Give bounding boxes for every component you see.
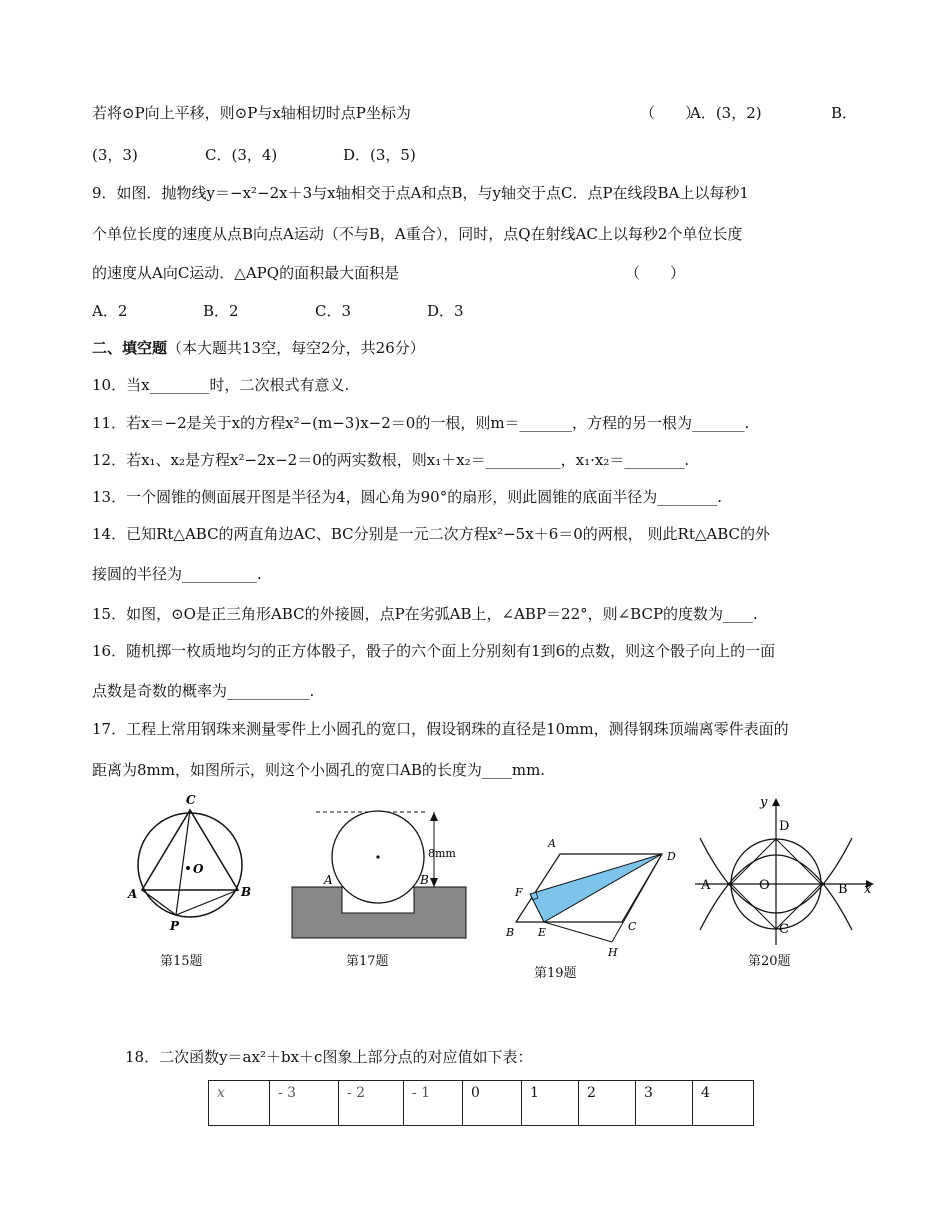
f19-label-b: B bbox=[506, 926, 515, 939]
q11: 11．若x＝−2是关于x的方程x²−(m−3)x−2＝0的一根，则m＝_______，方程的另一根为_______. bbox=[92, 414, 750, 432]
q9-line3: 的速度从A向C运动．△APQ的面积最大面积是 bbox=[92, 264, 400, 282]
f20-label-x: x bbox=[864, 882, 872, 897]
q9-line1: 9．如图．抛物线y＝−x²−2x＋3与x轴相交于点A和点B，与y轴交于点C．点P在线段BA上以每秒1 bbox=[92, 184, 749, 202]
figure-19 bbox=[500, 830, 690, 960]
section-note: （本大题共13空，每空2分，共26分） bbox=[167, 339, 425, 357]
section-heading bbox=[92, 338, 425, 358]
f17-label-a: A bbox=[324, 873, 333, 887]
q9-opt-d: D．3 bbox=[427, 302, 464, 320]
f15-label-p: P bbox=[170, 919, 180, 933]
f15-label-b: B bbox=[241, 885, 252, 899]
f19-label-f: F bbox=[515, 886, 523, 899]
f17-label-8mm: 8mm bbox=[428, 847, 456, 860]
q12: 12．若x₁、x₂是方程x²−2x−2＝0的两实数根，则x₁＋x₂＝__________，x₁·x₂＝________. bbox=[92, 451, 690, 469]
q18-table bbox=[208, 1080, 754, 1126]
q10: 10．当x________时，二次根式有意义. bbox=[92, 376, 350, 394]
f19-label-d: D bbox=[667, 850, 676, 863]
q8-text: 若将⊙P向上平移，则⊙P与x轴相切时点P坐标为 bbox=[92, 104, 411, 122]
q9-paren: （ ） bbox=[625, 264, 686, 282]
section-title: 二、填空题 bbox=[92, 339, 168, 357]
table-row bbox=[209, 1081, 754, 1126]
q8-opt-b: B． bbox=[831, 104, 858, 122]
table-cell: - 2 bbox=[339, 1081, 404, 1126]
q14-line1: 14．已知Rt△ABC的两直角边AC、BC分别是一元二次方程x²−5x＋6＝0的两根， 则此Rt△ABC的外 bbox=[92, 525, 771, 543]
q17-line1: 17．工程上常用钢珠来测量零件上小圆孔的宽口，假设钢珠的直径是10mm，测得钢珠顶端离零件表面的 bbox=[92, 720, 789, 738]
f19-label-e: E bbox=[538, 926, 547, 939]
f20-label-y: y bbox=[760, 795, 768, 810]
f17-caption: 第17题 bbox=[346, 954, 389, 969]
q8-opt-a: A．(3，2) bbox=[690, 104, 762, 122]
table-cell-header: x bbox=[209, 1081, 270, 1126]
figure-17 bbox=[288, 805, 473, 945]
table-cell: 1 bbox=[522, 1081, 579, 1126]
q8-paren: （ ） bbox=[640, 104, 701, 122]
f20-label-c: C bbox=[779, 922, 789, 937]
table-cell: - 1 bbox=[404, 1081, 463, 1126]
f19-label-c: C bbox=[628, 920, 637, 933]
q8-opt-c: C．(3，4) bbox=[205, 146, 278, 164]
table-cell: 0 bbox=[463, 1081, 522, 1126]
f20-label-o: O bbox=[759, 878, 770, 893]
f15-caption: 第15题 bbox=[160, 954, 203, 969]
figure-20 bbox=[690, 790, 880, 950]
q9-opt-c: C．3 bbox=[315, 302, 352, 320]
q9-opt-a: A．2 bbox=[92, 302, 128, 320]
f20-label-a: A bbox=[701, 878, 711, 893]
q17-line2: 距离为8mm，如图所示，则这个小圆孔的宽口AB的长度为____mm. bbox=[92, 761, 546, 779]
table-cell: 4 bbox=[693, 1081, 754, 1126]
table-cell: - 3 bbox=[270, 1081, 339, 1126]
f20-label-b: B bbox=[838, 882, 848, 897]
q13: 13．一个圆锥的侧面展开图是半径为4，圆心角为90°的扇形，则此圆锥的底面半径为________. bbox=[92, 488, 722, 506]
f19-caption: 第19题 bbox=[534, 966, 577, 981]
table-cell: 2 bbox=[579, 1081, 636, 1126]
table-cell: 3 bbox=[636, 1081, 693, 1126]
q18-text: 18．二次函数y＝ax²＋bx＋c图象上部分点的对应值如下表： bbox=[125, 1048, 533, 1066]
q8-opt-b-val: (3，3) bbox=[92, 146, 138, 164]
q8-line bbox=[92, 103, 411, 123]
f15-label-o: O bbox=[193, 862, 204, 876]
q9-opt-b: B．2 bbox=[203, 302, 239, 320]
f19-label-h: H bbox=[608, 946, 618, 959]
f17-label-b: B bbox=[420, 873, 429, 887]
f19-label-a: A bbox=[548, 837, 556, 850]
q14-line2: 接圆的半径为__________. bbox=[92, 565, 262, 583]
q15: 15．如图，⊙O是正三角形ABC的外接圆，点P在劣弧AB上，∠ABP＝22°，则∠BCP的度数为____. bbox=[92, 605, 758, 623]
q9-line2: 个单位长度的速度从点B向点A运动（不与B，A重合），同时，点Q在射线AC上以每秒2个单位长度 bbox=[92, 225, 743, 243]
f20-caption: 第20题 bbox=[748, 954, 791, 969]
q16-line1: 16．随机掷一枚质地均匀的正方体骰子，骰子的六个面上分别刻有1到6的点数，则这个骰子向上的一面 bbox=[92, 642, 776, 660]
f20-label-d: D bbox=[779, 819, 790, 834]
q16-line2: 点数是奇数的概率为___________. bbox=[92, 682, 315, 700]
figure-15 bbox=[120, 790, 260, 940]
q8-opt-d: D．(3，5) bbox=[343, 146, 416, 164]
f15-label-a: A bbox=[128, 887, 138, 901]
f15-label-c: C bbox=[186, 793, 196, 807]
